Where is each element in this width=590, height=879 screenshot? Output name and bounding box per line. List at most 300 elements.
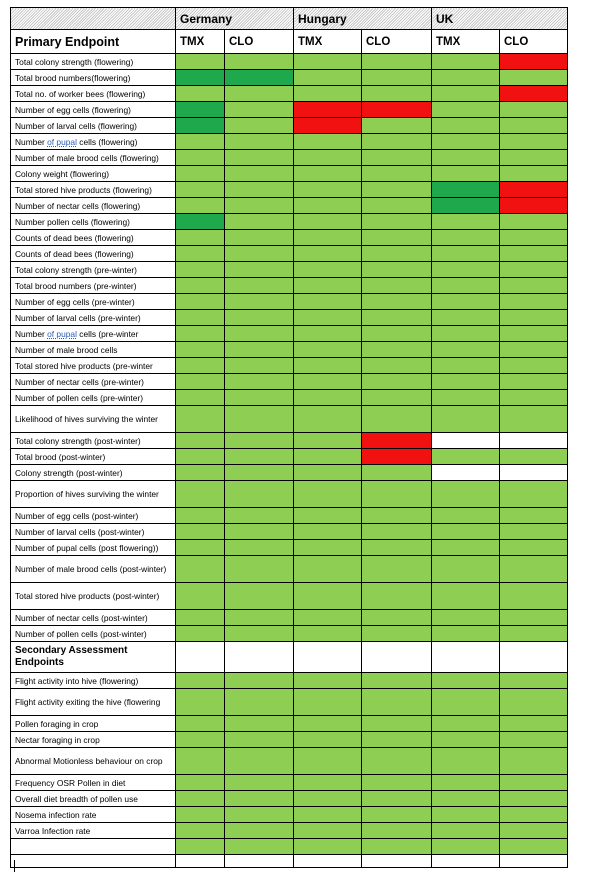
endpoint-label: Total colony strength (flowering) <box>11 54 176 70</box>
result-cell-hungary-tmx <box>294 689 362 716</box>
result-cell-hungary-tmx <box>294 278 362 294</box>
endpoint-label: Number of male brood cells (flowering) <box>11 150 176 166</box>
result-cell-uk-tmx <box>432 118 500 134</box>
result-cell-hungary-clo <box>362 481 432 508</box>
country-header-row <box>11 8 568 30</box>
result-cell-germany-tmx <box>176 732 225 748</box>
country-header-germany: Germany <box>176 8 294 30</box>
result-cell-germany-clo <box>225 150 294 166</box>
result-cell-uk-clo <box>500 807 568 823</box>
result-cell-hungary-tmx <box>294 262 362 278</box>
result-cell-hungary-tmx <box>294 508 362 524</box>
result-cell-hungary-clo <box>362 150 432 166</box>
result-cell-hungary-clo <box>362 839 432 855</box>
endpoint-row <box>11 182 568 198</box>
result-cell-uk-tmx <box>432 583 500 610</box>
result-cell-hungary-tmx <box>294 449 362 465</box>
result-cell-uk-clo <box>500 134 568 150</box>
endpoint-label: Total brood numbers(flowering) <box>11 70 176 86</box>
result-cell-uk-clo <box>500 610 568 626</box>
endpoint-row <box>11 508 568 524</box>
result-cell-hungary-clo <box>362 508 432 524</box>
result-cell-germany-tmx <box>176 610 225 626</box>
result-cell-uk-clo <box>500 310 568 326</box>
treatment-header-germany-clo: CLO <box>225 30 294 54</box>
result-cell-hungary-clo <box>362 278 432 294</box>
endpoint-label: Number of egg cells (flowering) <box>11 102 176 118</box>
result-cell-uk-tmx <box>432 278 500 294</box>
treatment-header-uk-tmx: TMX <box>432 30 500 54</box>
result-cell-uk-tmx <box>432 791 500 807</box>
endpoint-row <box>11 481 568 508</box>
result-cell-germany-clo <box>225 556 294 583</box>
result-cell-uk-tmx <box>432 86 500 102</box>
result-cell-hungary-tmx <box>294 118 362 134</box>
result-cell-germany-tmx <box>176 70 225 86</box>
result-cell-germany-tmx <box>176 198 225 214</box>
result-cell-germany-clo <box>225 673 294 689</box>
endpoint-row <box>11 855 568 868</box>
result-cell-uk-tmx <box>432 102 500 118</box>
result-cell-hungary-tmx <box>294 390 362 406</box>
country-header-uk: UK <box>432 8 568 30</box>
endpoint-row <box>11 166 568 182</box>
result-cell-germany-clo <box>225 70 294 86</box>
result-cell-uk-clo <box>500 823 568 839</box>
endpoint-label: Frequency OSR Pollen in diet <box>11 775 176 791</box>
endpoint-label: Number of larval cells (pre-winter) <box>11 310 176 326</box>
result-cell-hungary-clo <box>362 556 432 583</box>
endpoint-row <box>11 716 568 732</box>
result-cell-germany-clo <box>225 807 294 823</box>
result-cell-hungary-clo <box>362 583 432 610</box>
result-cell-germany-clo <box>225 166 294 182</box>
result-cell-hungary-tmx <box>294 465 362 481</box>
endpoint-label: Colony weight (flowering) <box>11 166 176 182</box>
result-cell-uk-clo <box>500 118 568 134</box>
result-cell-hungary-clo <box>362 791 432 807</box>
result-cell-germany-clo <box>225 508 294 524</box>
result-cell-hungary-clo <box>362 716 432 732</box>
endpoint-row <box>11 807 568 823</box>
result-cell-uk-clo <box>500 150 568 166</box>
treatment-header-row <box>11 30 568 54</box>
result-cell-germany-clo <box>225 406 294 433</box>
result-cell-hungary-tmx <box>294 246 362 262</box>
result-cell-germany-tmx <box>176 673 225 689</box>
result-cell-uk-tmx <box>432 150 500 166</box>
result-cell-hungary-tmx <box>294 433 362 449</box>
result-cell-hungary-clo <box>362 86 432 102</box>
result-cell-germany-clo <box>225 540 294 556</box>
endpoint-label: Total colony strength (pre-winter) <box>11 262 176 278</box>
endpoint-row <box>11 374 568 390</box>
result-cell-germany-clo <box>225 342 294 358</box>
result-cell-hungary-tmx <box>294 556 362 583</box>
result-cell-uk-clo <box>500 433 568 449</box>
result-cell-uk-clo <box>500 556 568 583</box>
endpoint-row <box>11 102 568 118</box>
result-cell-germany-clo <box>225 102 294 118</box>
result-cell-hungary-clo <box>362 823 432 839</box>
endpoint-row <box>11 134 568 150</box>
endpoint-label: Flight activity into hive (flowering) <box>11 673 176 689</box>
endpoint-row <box>11 626 568 642</box>
treatment-header-hungary-tmx: TMX <box>294 30 362 54</box>
endpoint-row <box>11 775 568 791</box>
endpoint-label: Number pollen cells (flowering) <box>11 214 176 230</box>
endpoint-row <box>11 342 568 358</box>
result-cell-uk-tmx <box>432 855 500 868</box>
endpoint-row <box>11 406 568 433</box>
result-cell-hungary-clo <box>362 626 432 642</box>
result-cell-germany-tmx <box>176 246 225 262</box>
endpoint-row <box>11 70 568 86</box>
result-cell-hungary-clo <box>362 540 432 556</box>
endpoint-label: Total stored hive products (flowering) <box>11 182 176 198</box>
tracked-change-text: of pupal <box>47 328 77 339</box>
endpoint-row <box>11 86 568 102</box>
result-cell-germany-tmx <box>176 855 225 868</box>
result-cell-germany-tmx <box>176 642 225 673</box>
result-cell-germany-tmx <box>176 626 225 642</box>
result-cell-hungary-tmx <box>294 374 362 390</box>
result-cell-germany-tmx <box>176 102 225 118</box>
endpoint-label: Number of male brood cells <box>11 342 176 358</box>
result-cell-hungary-clo <box>362 326 432 342</box>
endpoint-row <box>11 610 568 626</box>
result-cell-germany-tmx <box>176 86 225 102</box>
result-cell-uk-clo <box>500 102 568 118</box>
text-cursor <box>14 860 15 872</box>
result-cell-germany-tmx <box>176 230 225 246</box>
result-cell-uk-clo <box>500 748 568 775</box>
result-cell-germany-clo <box>225 716 294 732</box>
result-cell-hungary-clo <box>362 689 432 716</box>
result-cell-germany-tmx <box>176 390 225 406</box>
endpoint-row <box>11 732 568 748</box>
result-cell-uk-tmx <box>432 358 500 374</box>
result-cell-uk-clo <box>500 182 568 198</box>
result-cell-uk-tmx <box>432 70 500 86</box>
result-cell-germany-clo <box>225 294 294 310</box>
result-cell-uk-tmx <box>432 540 500 556</box>
result-cell-hungary-tmx <box>294 342 362 358</box>
result-cell-uk-clo <box>500 791 568 807</box>
result-cell-germany-clo <box>225 775 294 791</box>
result-cell-germany-tmx <box>176 342 225 358</box>
endpoint-row <box>11 54 568 70</box>
result-cell-hungary-clo <box>362 433 432 449</box>
result-cell-uk-tmx <box>432 775 500 791</box>
endpoint-label: Number of larval cells (post-winter) <box>11 524 176 540</box>
result-cell-hungary-clo <box>362 610 432 626</box>
result-cell-uk-tmx <box>432 198 500 214</box>
result-cell-germany-tmx <box>176 481 225 508</box>
result-cell-germany-clo <box>225 326 294 342</box>
result-cell-uk-clo <box>500 626 568 642</box>
result-cell-germany-clo <box>225 230 294 246</box>
result-cell-uk-tmx <box>432 134 500 150</box>
result-cell-germany-clo <box>225 748 294 775</box>
result-cell-uk-clo <box>500 342 568 358</box>
result-cell-uk-clo <box>500 540 568 556</box>
result-cell-germany-tmx <box>176 556 225 583</box>
result-cell-hungary-tmx <box>294 70 362 86</box>
endpoint-row <box>11 791 568 807</box>
result-cell-uk-clo <box>500 70 568 86</box>
result-cell-uk-clo <box>500 732 568 748</box>
result-cell-hungary-clo <box>362 118 432 134</box>
endpoint-label: Number of pupal cells (pre-winter <box>11 326 176 342</box>
result-cell-germany-tmx <box>176 524 225 540</box>
endpoint-label: Varroa Infection rate <box>11 823 176 839</box>
result-cell-germany-clo <box>225 855 294 868</box>
result-cell-hungary-clo <box>362 775 432 791</box>
result-cell-germany-tmx <box>176 374 225 390</box>
result-cell-germany-clo <box>225 642 294 673</box>
result-cell-germany-clo <box>225 610 294 626</box>
endpoint-label: Number of nectar cells (post-winter) <box>11 610 176 626</box>
result-cell-uk-clo <box>500 775 568 791</box>
result-cell-uk-tmx <box>432 839 500 855</box>
result-cell-uk-tmx <box>432 716 500 732</box>
endpoint-row <box>11 583 568 610</box>
result-cell-uk-clo <box>500 54 568 70</box>
result-cell-germany-tmx <box>176 406 225 433</box>
result-cell-hungary-clo <box>362 748 432 775</box>
result-cell-uk-tmx <box>432 54 500 70</box>
result-cell-germany-clo <box>225 214 294 230</box>
result-cell-hungary-clo <box>362 54 432 70</box>
result-cell-uk-tmx <box>432 610 500 626</box>
result-cell-hungary-clo <box>362 732 432 748</box>
result-cell-germany-tmx <box>176 748 225 775</box>
treatment-header-hungary-clo: CLO <box>362 30 432 54</box>
result-cell-uk-tmx <box>432 262 500 278</box>
result-cell-uk-clo <box>500 294 568 310</box>
result-cell-germany-tmx <box>176 839 225 855</box>
result-cell-uk-tmx <box>432 449 500 465</box>
result-cell-hungary-tmx <box>294 230 362 246</box>
result-cell-germany-tmx <box>176 508 225 524</box>
result-cell-uk-clo <box>500 262 568 278</box>
result-cell-hungary-clo <box>362 390 432 406</box>
result-cell-uk-tmx <box>432 642 500 673</box>
result-cell-uk-tmx <box>432 182 500 198</box>
endpoint-row <box>11 278 568 294</box>
result-cell-germany-clo <box>225 54 294 70</box>
endpoint-row <box>11 433 568 449</box>
endpoint-row <box>11 556 568 583</box>
result-cell-uk-clo <box>500 716 568 732</box>
result-cell-hungary-clo <box>362 673 432 689</box>
endpoint-label: Total brood numbers (pre-winter) <box>11 278 176 294</box>
endpoint-label: Likelihood of hives surviving the winter <box>11 406 176 433</box>
result-cell-germany-clo <box>225 310 294 326</box>
result-cell-hungary-clo <box>362 102 432 118</box>
primary-endpoint-title: Primary Endpoint <box>11 30 176 54</box>
result-cell-uk-clo <box>500 166 568 182</box>
tracked-change-text: of pupal <box>47 136 77 147</box>
endpoint-row <box>11 823 568 839</box>
result-cell-hungary-clo <box>362 214 432 230</box>
result-cell-hungary-tmx <box>294 673 362 689</box>
endpoint-row <box>11 689 568 716</box>
result-cell-germany-tmx <box>176 150 225 166</box>
result-cell-hungary-clo <box>362 262 432 278</box>
result-cell-hungary-clo <box>362 449 432 465</box>
endpoint-label: Number of pupal cells (flowering) <box>11 134 176 150</box>
endpoint-label: Total stored hive products (pre-winter <box>11 358 176 374</box>
result-cell-hungary-clo <box>362 294 432 310</box>
result-cell-hungary-clo <box>362 855 432 868</box>
result-cell-hungary-tmx <box>294 540 362 556</box>
result-cell-uk-tmx <box>432 465 500 481</box>
result-cell-germany-clo <box>225 732 294 748</box>
result-cell-hungary-tmx <box>294 748 362 775</box>
result-cell-uk-tmx <box>432 524 500 540</box>
result-cell-hungary-tmx <box>294 358 362 374</box>
result-cell-uk-tmx <box>432 673 500 689</box>
result-cell-uk-tmx <box>432 342 500 358</box>
result-cell-hungary-tmx <box>294 214 362 230</box>
result-cell-germany-clo <box>225 626 294 642</box>
result-cell-germany-tmx <box>176 326 225 342</box>
result-cell-germany-tmx <box>176 583 225 610</box>
result-cell-hungary-tmx <box>294 166 362 182</box>
result-cell-uk-tmx <box>432 326 500 342</box>
result-cell-hungary-tmx <box>294 610 362 626</box>
result-cell-uk-clo <box>500 86 568 102</box>
result-cell-uk-tmx <box>432 310 500 326</box>
result-cell-uk-clo <box>500 689 568 716</box>
result-cell-hungary-tmx <box>294 86 362 102</box>
endpoint-label: Number of pollen cells (post-winter) <box>11 626 176 642</box>
result-cell-hungary-tmx <box>294 823 362 839</box>
result-cell-hungary-tmx <box>294 294 362 310</box>
corner-cell <box>11 8 176 30</box>
endpoint-label: Nectar foraging in crop <box>11 732 176 748</box>
result-cell-germany-tmx <box>176 310 225 326</box>
result-cell-germany-tmx <box>176 465 225 481</box>
result-cell-hungary-tmx <box>294 839 362 855</box>
result-cell-germany-clo <box>225 465 294 481</box>
result-cell-germany-clo <box>225 791 294 807</box>
result-cell-hungary-clo <box>362 166 432 182</box>
endpoint-label: Pollen foraging in crop <box>11 716 176 732</box>
endpoint-row <box>11 390 568 406</box>
country-header-hungary: Hungary <box>294 8 432 30</box>
result-cell-germany-tmx <box>176 166 225 182</box>
result-cell-hungary-tmx <box>294 775 362 791</box>
endpoint-label: Colony strength (post-winter) <box>11 465 176 481</box>
result-cell-germany-clo <box>225 118 294 134</box>
result-cell-hungary-tmx <box>294 732 362 748</box>
result-cell-germany-clo <box>225 262 294 278</box>
result-cell-uk-tmx <box>432 246 500 262</box>
result-cell-hungary-clo <box>362 406 432 433</box>
result-cell-germany-clo <box>225 86 294 102</box>
result-cell-hungary-clo <box>362 198 432 214</box>
result-cell-hungary-clo <box>362 134 432 150</box>
result-cell-hungary-tmx <box>294 310 362 326</box>
endpoint-row <box>11 326 568 342</box>
endpoint-row <box>11 748 568 775</box>
result-cell-hungary-clo <box>362 182 432 198</box>
endpoint-label: Nosema infection rate <box>11 807 176 823</box>
result-cell-germany-clo <box>225 481 294 508</box>
endpoint-label: Counts of dead bees (flowering) <box>11 230 176 246</box>
endpoint-label: Overall diet breadth of pollen use <box>11 791 176 807</box>
section-title: Secondary Assessment Endpoints <box>11 642 176 673</box>
result-cell-uk-tmx <box>432 230 500 246</box>
endpoint-results-table <box>10 7 568 868</box>
result-cell-uk-tmx <box>432 732 500 748</box>
endpoint-label: Total brood (post-winter) <box>11 449 176 465</box>
result-cell-germany-tmx <box>176 214 225 230</box>
result-cell-hungary-tmx <box>294 54 362 70</box>
result-cell-hungary-tmx <box>294 716 362 732</box>
endpoint-label: Total stored hive products (post-winter) <box>11 583 176 610</box>
endpoint-label: Number of nectar cells (pre-winter) <box>11 374 176 390</box>
result-cell-uk-clo <box>500 374 568 390</box>
endpoint-label: Number of larval cells (flowering) <box>11 118 176 134</box>
result-cell-uk-clo <box>500 481 568 508</box>
result-cell-germany-tmx <box>176 134 225 150</box>
result-cell-hungary-tmx <box>294 406 362 433</box>
endpoint-label: Number of egg cells (pre-winter) <box>11 294 176 310</box>
result-cell-germany-clo <box>225 583 294 610</box>
result-cell-germany-tmx <box>176 358 225 374</box>
result-cell-hungary-tmx <box>294 524 362 540</box>
result-cell-germany-tmx <box>176 791 225 807</box>
result-cell-uk-tmx <box>432 481 500 508</box>
result-cell-germany-tmx <box>176 689 225 716</box>
result-cell-hungary-tmx <box>294 182 362 198</box>
result-cell-germany-clo <box>225 524 294 540</box>
result-cell-germany-tmx <box>176 540 225 556</box>
endpoint-row <box>11 214 568 230</box>
endpoint-label: Flight activity exiting the hive (flowering <box>11 689 176 716</box>
endpoint-label <box>11 839 176 855</box>
result-cell-germany-tmx <box>176 716 225 732</box>
result-cell-hungary-clo <box>362 642 432 673</box>
endpoint-row <box>11 673 568 689</box>
result-cell-uk-clo <box>500 198 568 214</box>
result-cell-uk-clo <box>500 449 568 465</box>
result-cell-germany-clo <box>225 198 294 214</box>
result-cell-germany-clo <box>225 358 294 374</box>
result-cell-germany-tmx <box>176 262 225 278</box>
result-cell-uk-tmx <box>432 294 500 310</box>
result-cell-germany-tmx <box>176 118 225 134</box>
result-cell-hungary-tmx <box>294 583 362 610</box>
treatment-header-germany-tmx: TMX <box>176 30 225 54</box>
result-cell-uk-clo <box>500 246 568 262</box>
result-cell-germany-clo <box>225 823 294 839</box>
result-cell-hungary-clo <box>362 70 432 86</box>
result-cell-uk-clo <box>500 214 568 230</box>
result-cell-hungary-clo <box>362 342 432 358</box>
result-cell-germany-clo <box>225 449 294 465</box>
endpoint-row <box>11 246 568 262</box>
result-cell-germany-tmx <box>176 449 225 465</box>
result-cell-uk-tmx <box>432 556 500 583</box>
result-cell-uk-tmx <box>432 508 500 524</box>
endpoint-row <box>11 150 568 166</box>
endpoint-row <box>11 230 568 246</box>
